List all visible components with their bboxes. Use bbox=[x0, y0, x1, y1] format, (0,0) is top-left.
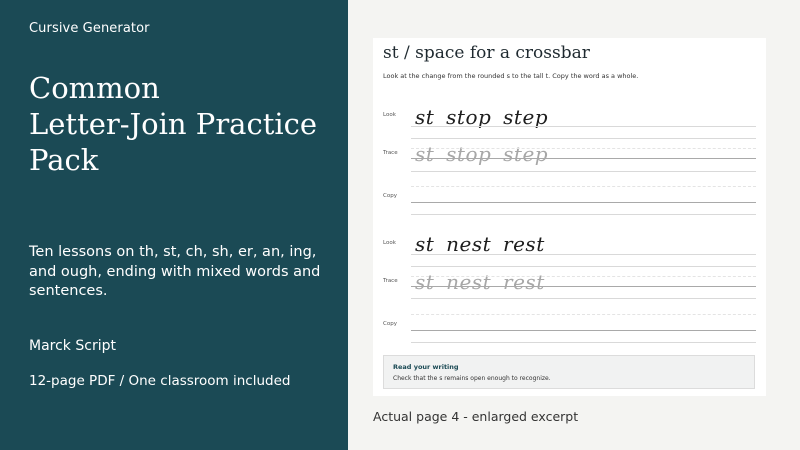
baseline bbox=[411, 330, 756, 331]
product-format: 12-page PDF / One classroom included bbox=[29, 373, 291, 389]
guide-line bbox=[411, 148, 756, 149]
brand-name: Cursive Generator bbox=[29, 21, 150, 36]
reading-tip-box bbox=[383, 355, 755, 389]
look-label: Look bbox=[383, 112, 396, 118]
guide-line bbox=[411, 214, 756, 215]
guide-line bbox=[411, 254, 756, 255]
trace-label: Trace bbox=[383, 278, 398, 284]
baseline bbox=[411, 286, 756, 287]
guide-line bbox=[411, 186, 756, 187]
guide-line bbox=[411, 276, 756, 277]
guide-line bbox=[411, 342, 756, 343]
trace-model-text: st stop step bbox=[415, 142, 549, 166]
look-label: Look bbox=[383, 240, 396, 246]
guide-line bbox=[411, 266, 756, 267]
product-description: Ten lessons on th, st, ch, sh, er, an, ing, and ough, ending with mixed words and sentences. bbox=[29, 244, 321, 299]
guide-line bbox=[411, 138, 756, 139]
trace-model-text: st nest rest bbox=[415, 270, 545, 294]
guide-line bbox=[411, 298, 756, 299]
worksheet-preview bbox=[373, 38, 766, 396]
lesson-title: st / space for a crossbar bbox=[383, 43, 590, 63]
trace-label: Trace bbox=[383, 150, 398, 156]
lesson-instructions: Look at the change from the rounded s to the tall t. Copy the word as a whole. bbox=[383, 72, 639, 80]
preview-caption: Actual page 4 - enlarged excerpt bbox=[373, 409, 579, 424]
font-name: Marck Script bbox=[29, 338, 116, 354]
product-title: Common Letter-Join Practice Pack bbox=[29, 71, 318, 177]
copy-label: Copy bbox=[383, 321, 397, 327]
guide-line bbox=[411, 314, 756, 315]
guide-line bbox=[411, 126, 756, 127]
guide-line bbox=[411, 171, 756, 172]
look-model-text: st nest rest bbox=[415, 232, 545, 256]
baseline bbox=[411, 202, 756, 203]
baseline bbox=[411, 158, 756, 159]
look-model-text: st stop step bbox=[415, 105, 549, 129]
reading-tip-body: Check that the s remains open enough to recognize. bbox=[393, 375, 551, 382]
promo-panel bbox=[0, 0, 348, 450]
reading-tip-heading: Read your writing bbox=[393, 363, 459, 371]
copy-label: Copy bbox=[383, 193, 397, 199]
